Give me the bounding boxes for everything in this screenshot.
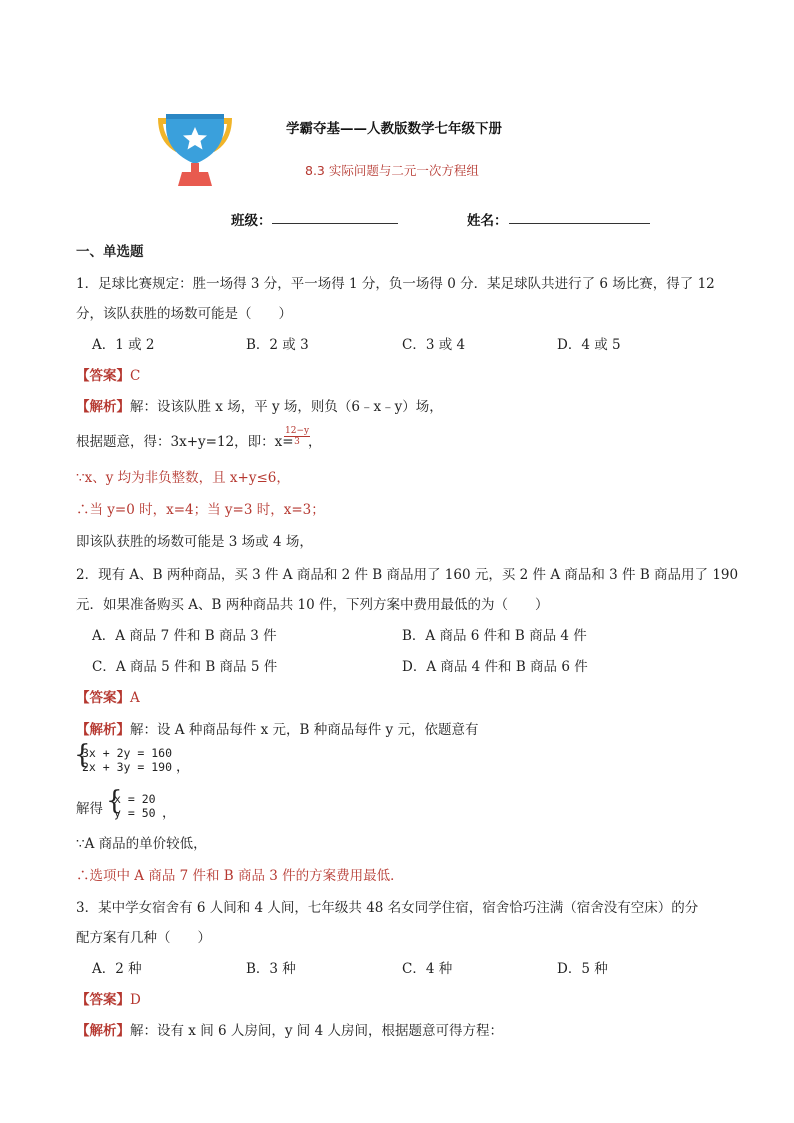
q1-analysis-line5: 即该队获胜的场数可能是 3 场或 4 场， bbox=[76, 534, 313, 550]
q1-analysis-line1 bbox=[76, 395, 443, 415]
q2-system1-eq1: 3x + 2y = 160 bbox=[82, 746, 173, 760]
q1-analysis-text2: 根据题意，得：3x+y=12，即：x= bbox=[76, 434, 294, 450]
q2-system2-end: ， bbox=[162, 805, 176, 821]
q3-option-b: B．3 种 bbox=[246, 961, 296, 977]
trophy-logo-icon bbox=[152, 110, 238, 188]
q2-stem-line2: 元．如果准备购买 A、B 两种商品共 10 件，下列方案中费用最低的为（ ） bbox=[76, 597, 549, 613]
q3-option-a: A．2 种 bbox=[92, 961, 142, 977]
q1-analysis-text1: 解：设该队胜 x 场，平 y 场，则负（6﹣x﹣y）场， bbox=[130, 399, 443, 415]
q1-option-b: B．2 或 3 bbox=[246, 337, 309, 353]
q3-stem-line2: 配方案有几种（ ） bbox=[76, 930, 211, 946]
q2-system2 bbox=[114, 792, 156, 820]
q2-option-a: A．A 商品 7 件和 B 商品 3 件 bbox=[92, 628, 277, 644]
q2-option-c: C．A 商品 5 件和 B 商品 5 件 bbox=[92, 659, 278, 675]
name-label: 姓名： bbox=[467, 213, 508, 229]
q2-solve-label: 解得 bbox=[76, 801, 103, 817]
q2-option-b: B．A 商品 6 件和 B 商品 4 件 bbox=[402, 628, 587, 644]
q1-option-c: C．3 或 4 bbox=[402, 337, 466, 353]
class-blank-line bbox=[272, 223, 398, 224]
q2-answer bbox=[76, 686, 140, 706]
q1-option-d: D．4 或 5 bbox=[557, 337, 621, 353]
section-heading: 一、单选题 bbox=[76, 244, 144, 260]
q2-answer-tag: 【答案】 bbox=[76, 690, 130, 706]
q2-analysis-text5: ∴选项中 A 商品 7 件和 B 商品 3 件的方案费用最低． bbox=[76, 868, 404, 884]
q2-system1-eq2: 2x + 3y = 190 bbox=[82, 760, 173, 774]
q2-analysis-line4: ∵A 商品的单价较低， bbox=[76, 836, 207, 852]
q3-option-c: C．4 种 bbox=[402, 961, 453, 977]
q1-analysis-tag: 【解析】 bbox=[76, 399, 130, 415]
q1-fraction-numerator: 12−y bbox=[285, 426, 310, 436]
q2-system1-brace: { bbox=[74, 740, 91, 770]
q1-fraction bbox=[284, 426, 310, 447]
page-subtitle: 8.3 实际问题与二元一次方程组 bbox=[305, 163, 479, 178]
q2-analysis-tag: 【解析】 bbox=[76, 722, 130, 738]
q2-analysis-text1: 解：设 A 种商品每件 x 元，B 种商品每件 y 元，依题意有 bbox=[130, 722, 479, 738]
q3-answer bbox=[76, 988, 141, 1008]
q2-analysis-line1 bbox=[76, 718, 478, 738]
q2-system1-end: ， bbox=[176, 759, 190, 775]
q3-option-d: D．5 种 bbox=[557, 961, 608, 977]
q1-analysis-line4: ∴当 y=0 时，x=4；当 y=3 时，x=3； bbox=[76, 502, 325, 518]
q1-fraction-denominator: 3 bbox=[294, 437, 300, 447]
q1-stem-line1: 1．足球比赛规定：胜一场得 3 分，平一场得 1 分，负一场得 0 分．某足球队共进行了 6 场比赛，得了 12 bbox=[76, 276, 715, 292]
class-label: 班级： bbox=[231, 213, 272, 229]
q1-answer bbox=[76, 364, 140, 384]
q2-option-d: D．A 商品 4 件和 B 商品 6 件 bbox=[402, 659, 588, 675]
q3-stem-line1: 3．某中学女宿舍有 6 人间和 4 人间，七年级共 48 名女同学住宿，宿舍恰巧注满（宿舍没有空床）的分 bbox=[76, 900, 699, 916]
q2-system2-brace: { bbox=[106, 786, 123, 816]
q2-analysis-line5 bbox=[76, 864, 404, 884]
q3-answer-value: D bbox=[130, 992, 141, 1008]
q3-analysis-text1: 解：设有 x 间 6 人房间，y 间 4 人房间，根据题意可得方程： bbox=[130, 1023, 503, 1039]
q3-analysis-tag: 【解析】 bbox=[76, 1023, 130, 1039]
q2-system2-eq2: y = 50 bbox=[114, 806, 156, 820]
q3-analysis-line1 bbox=[76, 1019, 503, 1039]
q1-answer-tag: 【答案】 bbox=[76, 368, 130, 384]
q1-stem-line2: 分，该队获胜的场数可能是（ ） bbox=[76, 306, 292, 322]
q2-system1 bbox=[82, 746, 172, 774]
q1-answer-value: C bbox=[130, 368, 141, 384]
q2-stem-line1: 2．现有 A、B 两种商品，买 3 件 A 商品和 2 件 B 商品用了 160 元，买 2 件 A 商品和 3 件 B 商品用了 190 bbox=[76, 567, 739, 583]
name-blank-line bbox=[509, 223, 650, 224]
q1-analysis-line2-end: ， bbox=[308, 434, 322, 450]
q1-option-a: A．1 或 2 bbox=[92, 337, 155, 353]
page-title: 学霸夺基——人教版数学七年级下册 bbox=[286, 121, 502, 137]
q1-analysis-line2 bbox=[76, 430, 294, 450]
q1-analysis-line3: ∵x、y 均为非负整数，且 x+y≤6， bbox=[76, 470, 290, 486]
q2-answer-value: A bbox=[130, 690, 140, 706]
q3-answer-tag: 【答案】 bbox=[76, 992, 130, 1008]
q2-system2-eq1: x = 20 bbox=[114, 792, 156, 806]
